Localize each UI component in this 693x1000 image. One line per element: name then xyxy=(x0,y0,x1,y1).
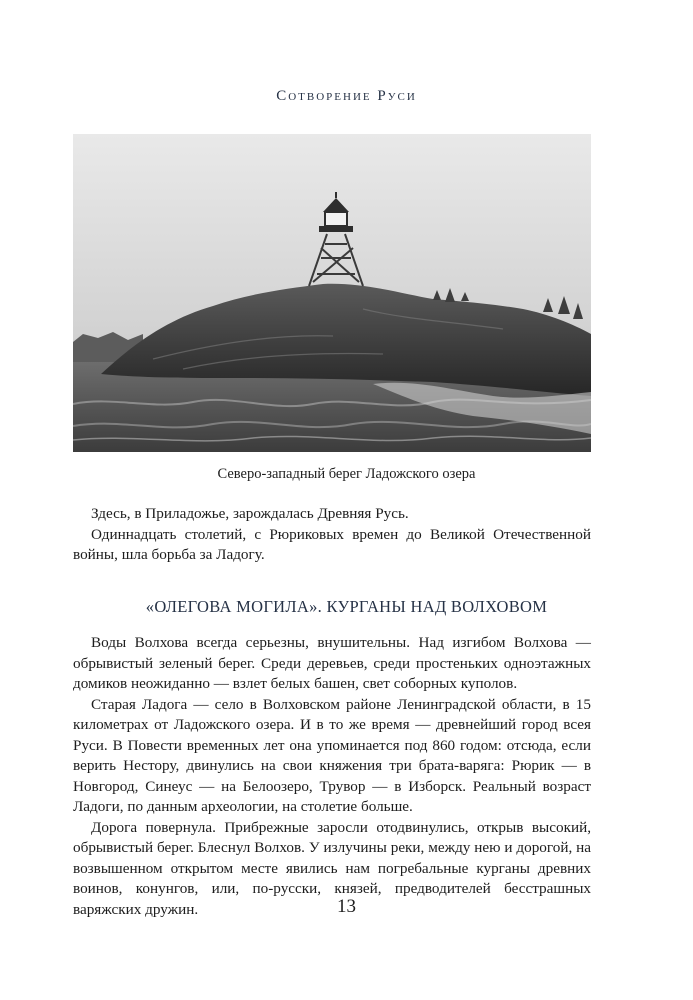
running-head-title: Сотворение Руси xyxy=(276,88,417,104)
intro-paragraph: Одиннадцать столетий, с Рюриковых времен до Великой Отечественной войны, шла борьба за Ладогу. xyxy=(73,525,591,563)
section-body xyxy=(73,633,591,920)
body-paragraph: Дорога повернула. Прибрежные заросли отодвинулись, открыв высокий, обрывистый берег. Блеснул Волхов. У излучины реки, между нею и дорогой, на возвышенном открытом месте явились нам погребальные курганы древних воинов, конунгов, или, по-русски, князей, предводителей бесстрашных варяжских дружин. xyxy=(73,818,591,918)
lighthouse-photo xyxy=(73,134,591,452)
section-heading: «ОЛЕГОВА МОГИЛА». КУРГАНЫ НАД ВОЛХОВОМ xyxy=(145,597,548,616)
intro-paragraph: Здесь, в Приладожье, зарождалась Древняя Русь. xyxy=(91,505,409,522)
intro-text xyxy=(73,504,591,566)
body-paragraph: Старая Ладога — село в Волховском районе Ленинградской области, в 15 километрах от Ладожского озера. И в то же время — древнейший город всея Руси. В Повести временных лет она упоминается под 860 годом: отсюда, если верить Нестору, двинулись на свои княжения три брата-варяга: Рюрик — в Новгород, Синеус — на Белоозеро, Трувор — в Изборск. Реальный возраст Ладоги, по данным археологии, на столетие больше. xyxy=(73,695,591,815)
body-paragraph: Воды Волхова всегда серьезны, внушительны. Над изгибом Волхова — обрывистый зеленый берег. Среди деревьев, среди простенькиx одноэтажных домиков неожиданно — взлет белых башен, свет соборных куполов. xyxy=(73,634,591,692)
page-number: 13 xyxy=(337,896,356,917)
lighthouse-photo-image xyxy=(73,134,591,452)
photo-caption: Северо-западный берег Ладожского озера xyxy=(217,466,476,482)
